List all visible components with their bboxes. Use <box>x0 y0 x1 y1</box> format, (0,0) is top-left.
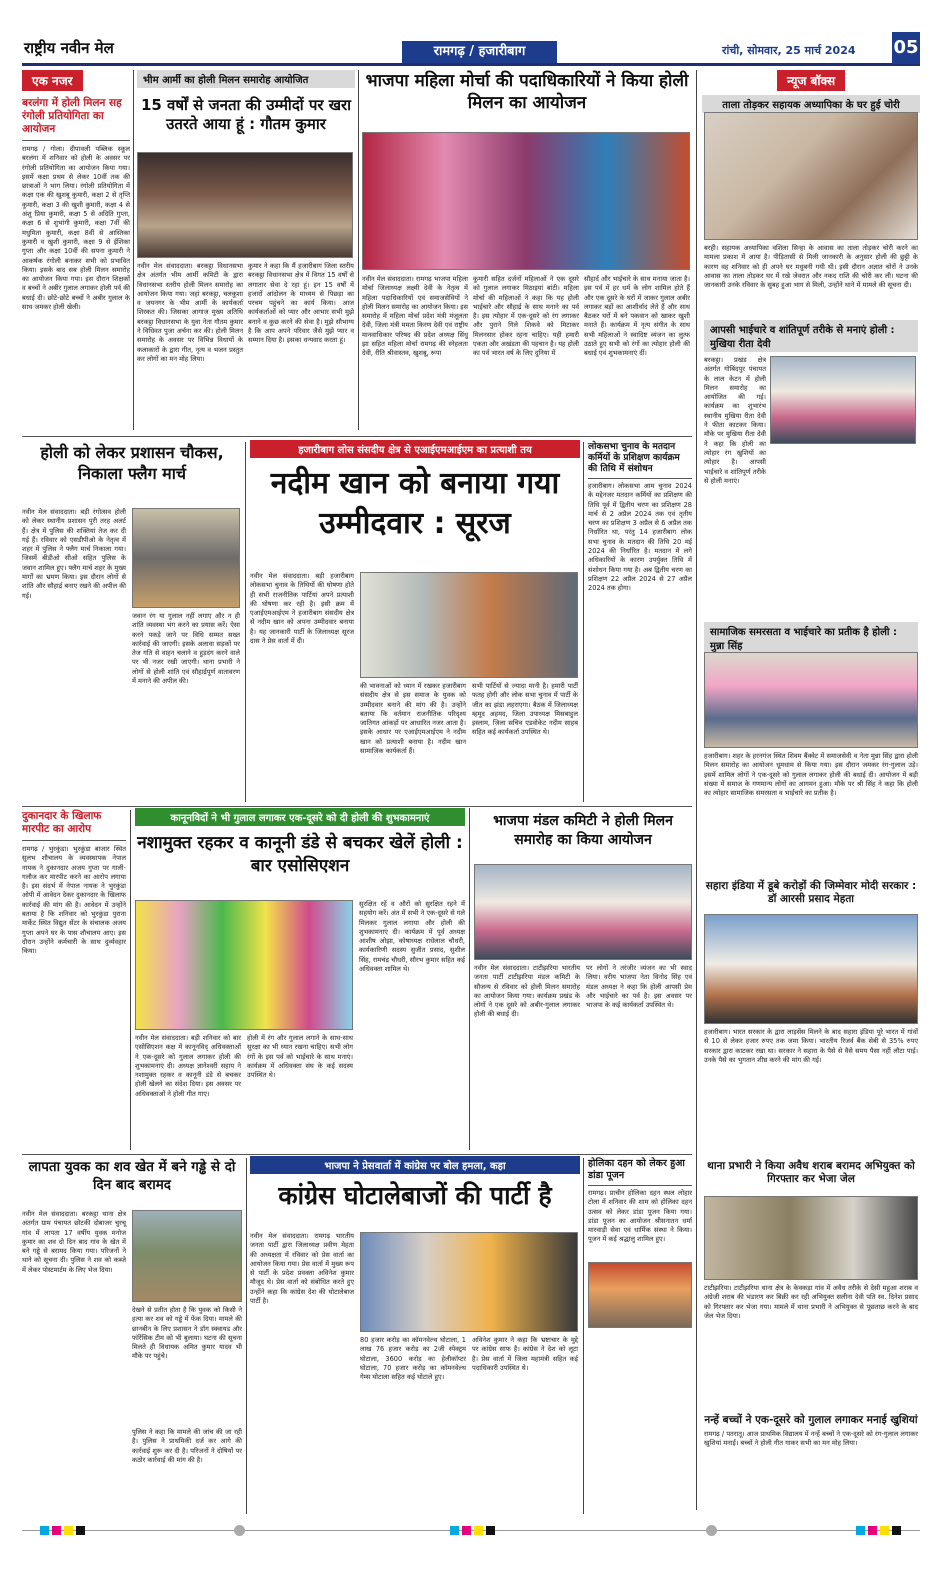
bar-assoc-body-1: नवीन मेल संवाददाता। बड़ी शनिवार को बार एसोसिएशन कक्ष में कानूनविद् अधिवक्ताओं ने एक-दूसरे को गुलाल लगाकर होली की शुभकामनाएं दी। अध्यक्ष ज्ञानेश्वरी सहाय ने नशामुक्त रहकर व कानूनी डंडे से बचकर होली खेलने का संदेश दिया। इस अवसर पर अधिवक्ताओं ने होली गीत गाए। <box>135 1034 241 1098</box>
mahila-col-3 <box>584 275 690 430</box>
gautam-body-1: नवीन मेल संवाददाता। बरकट्ठा विधानसभा क्षेत्र अंतर्गत भीम आर्मी कमिटी के द्वारा विधानसभा स्तरीय होली मिलन समारोह का आयोजन किया गया। जहां बरकट्ठा, चलकुशा व जयनगर के भीम आर्मी के कार्यकर्ता शिरकत की। जिसका आगाज मुख्य अतिथि बरकट्ठा विधानसभा के युवा नेता गौतम कुमार ने विधिवत पुजा अर्चना कर की। होली मिलन समारोह के अवसर पर विभिन्न विधायों के कलाकारों के द्वारा गीत, नृत्य व भजन प्रस्तुत कर लोगों का मन मोह लिया। <box>137 262 243 363</box>
police-story <box>704 1160 918 1190</box>
sahara-body: हजारीबाग। भारत सरकार के द्वारा लाइसेंस मिलने के बाद सहारा इंडिया पूरे भारत में गांवों से 10 से लेकर हजार रुपए तक जमा किया। भारतीय रिजर्व बैंक सेबी से 35% रुपए सरकार द्वारा काटकर रखा था। सरकार ने सहारा के पैसे से वैसे समय पैसा नहीं लौटा पाई। उनके पैसे का भुगतान शीघ्र करने की मांग की गई। <box>704 1028 918 1064</box>
bar-assoc-story <box>135 808 465 898</box>
children-story <box>704 1414 918 1514</box>
sahara-body-wrap <box>704 1028 918 1148</box>
bjp-mandal-body-2: पर लोगों ने तरंजीर व्यंजन का भी स्वाद लिया। वरीय भाजपा नेता विनोद सिंह एवं मंडल अध्यक्ष ने कहा कि होली आपसी प्रेम और भाईचारे का पर्व है। इस अवसर पर भाजपा के कई कार्यकर्ता उपस्थित थे। <box>586 964 692 1010</box>
bar-assoc-col-2 <box>247 1034 353 1150</box>
bjp-mandal-headline: भाजपा मंडल कमिटी ने होली मिलन समारोह का किया आयोजन <box>493 813 673 848</box>
bar-assoc-headline: नशामुक्त रहकर व कानूनी डंडे से बचकर खेलें होली : बार एसोसिएशन <box>137 833 463 876</box>
flag-march-col-2 <box>132 612 240 798</box>
bar-assoc-body-2: होली में रंग और गुलाल लगाने के साथ-साथ सुरक्षा का भी ध्यान रखना चाहिए। सभी लोग रंगों के इस पर्व को भाईचारे के साथ मनाएं। कार्यक्रम में अधिवक्ता संघ के कई सदस्य उपस्थित थे। <box>247 1034 353 1080</box>
dukandar-story <box>22 810 126 1150</box>
nadeem-body-1: नवीन मेल संवाददाता। बड़ी हजारीबाग लोकसभा चुनाव के तिथियों की घोषणा होते ही सभी राजनीतिक पार्टियां अपने प्रत्याशी की घोषणा कर रही है। इसी क्रम में एआईएमआईएम ने हजारीबाग संसदीय क्षेत्र से नदीम खान को अपना उम्मीदवार बनाया है। यह जानकारी पार्टी के जिलाध्यक्ष सूरज दास ने प्रेस वार्ता में दी। <box>250 572 354 646</box>
theft-body-text: बरही। सहायक अध्यापिका वशिला सिन्हा के आवास का ताला तोड़कर चोरी करने का मामला प्रकाश में आया है। पीड़ितासी से मिली जानकारी के अनुसार होली की छुट्टी के कारण वह शनिवार को ही अपने घर मधुबनी गयी थी। इसी दौरान अज्ञात चोरों ने उनके आवास का ताला तोड़कर घर में रखे जेवरात और नकद राशि की चोरी कर ली। घटना की जानकारी उनके रविवार के सुबह हुआ भाग से मिली, उन्होंने थाने में मामले की सूचना दी। <box>704 244 918 290</box>
sahara-headline: सहारा इंडिया में डूबे करोड़ों की जिम्मेवार मोदी सरकार : डॉ आरसी प्रसाद मेहता <box>705 880 917 905</box>
rita-devi-headline: आपसी भाईचारे व शांतिपूर्ण तरीके से मनाएं होली : मुखिया रीता देवी <box>704 320 918 352</box>
yellow-swatch <box>64 1526 73 1535</box>
section-label: रामगढ़ / हजारीबाग <box>402 41 557 63</box>
gautam-body-left <box>137 262 243 430</box>
gautam-headline: 15 वर्षों से जनता की उम्मीदों पर खरा उतरते आया हूं : गौतम कुमार <box>140 96 352 133</box>
mahila-headline: भाजपा महिला मोर्चा की पदाधिकारियों ने किया होली मिलन का आयोजन <box>365 71 689 113</box>
congress-col-3 <box>472 1336 578 1514</box>
lapata-body-2: देखने से प्रतीत होता है कि युवक को किसी ने हत्या कर शव को गड्ढे में फेंक दिया। मामले की छानबीन के लिए प्रशासन ने डॉग स्क्वायड और फॉरेंसिक टीम को भी बुलाया। घटना की सूचना मिलते ही विधायक अमित कुमार यादव भी मौके पर पहुंचे। <box>132 1306 242 1361</box>
magenta-swatch <box>868 1526 877 1535</box>
police-body: टाटीझरिया। टाटीझरिया थाना क्षेत्र के केवकड़ा गांव में अवैध तरीके से देसी महुआ शराब व अंग्रेजी शराब की भंडारण कर बिक्री कर रही अभियुक्त सलीना देवी पति स्व. दिनेश प्रसाद को गिरफ्तार कर भेजा गया। मामले में थाना प्रभारी ने अभियुक्त से पूछताछ करने के बाद जेल भेज दिया। <box>704 1284 918 1320</box>
mahila-story <box>362 70 692 130</box>
cyan-swatch <box>40 1526 49 1535</box>
dukandar-body: रामगढ़ / भुरकुंडा। भुरकुंडा बाजार स्थित सुलभ शौचालय के व्यवस्थापक नेपाल नायक ने दुकानदार अजय गुप्ता पर गाली-गलौज कर मारपीट करने का आरोप लगाया है। इस संदर्भ में नेपाल नायक ने भुरकुंडा ओपी में आवेदन देकर दुकानदार के खिलाफ कार्रवाई की मांग की है। आवेदन में उन्होंने बताया है कि शनिवार को भुरकुंडा पुराना मार्केट स्थित विद्युत सेंटर के संचालक अजय गुप्ता अपने घर के पास शौचालय आए। इस दौरान उन्होंने कर्मचारी के साथ दुर्व्यवहार किया। <box>22 845 126 956</box>
dukandar-headline: दुकानदार के खिलाफ मारपीट का आरोप <box>22 810 102 835</box>
lapata-body-1: नवीन मेल संवाददाता। बरकट्ठा थाना क्षेत्र अंतर्गत ग्राम पंचायत छोटकी दोबाजर चुरचू गांव में लापता 17 वर्षीय युवक मनोज कुमार का शव दो दिन बाद गांव के खेत में बने गड्ढे से बरामद किया गया। परिजनों ने थाने को सूचना दी। पुलिस ने शव को कब्जे में लेकर पोस्टमार्टम के लिए भेज दिया। <box>22 1210 126 1274</box>
magenta-swatch <box>462 1526 471 1535</box>
children-headline: नन्हें बच्चों ने एक-दूसरे को गुलाल लगाकर मनाई खुशियां <box>704 1414 918 1426</box>
flag-march-col-1 <box>22 508 126 798</box>
flag-march-body-1: नवीन मेल संवाददाता। बड़ी रंगोत्सव होली को लेकर स्थानीय प्रशासन पूरी तरह अलर्ट हैं। क्षेत्र में पुलिस की शक्तियां तेज कर दी गई हैं। रविवार को एसडीपीओ के नेतृत्व में शहर में पुलिस ने फ्लैग मार्च निकाला गया। जिसमें बीडीओ सीओ सहित पुलिस के जवान शामिल हुए। फ्लैग मार्च शहर के मुख्य मार्गों का भ्रमण किया। इस दौरान लोगों से शांति और सौहार्द्र बनाए रखने की अपील की गई। <box>22 508 126 600</box>
bjp-mandal-col-2 <box>586 964 692 1150</box>
rita-devi-body: बरकट्ठा। प्रखंड क्षेत्र अंतर्गत गोबिंदपुर पंचायत के लाल केटन में होली मिलन समारोह का आयोजित की गई। कार्यक्रम का शुभारंभ स्थानीय मुखिया रीता देवी ने फीता काटकर किया। मौके पर मुखिया रीता देवी ने कहा कि होली का त्योहार रंग खुशियों का त्योहार है। आपसी भाईचारे व शांतिपूर्ण तरीके से होली मनाएं। <box>704 356 766 485</box>
lapata-photo <box>132 1210 242 1302</box>
loksabha-body: हजारीबाग। लोकसभा आम चुनाव 2024 के मद्देनजर मतदान कर्मियों का प्रशिक्षण की तिथि पूर्व में द्वितीय चरण का प्रशिक्षण 28 मार्च से 2 अप्रैल 2024 तक एवं तृतीय चरण का प्रशिक्षण 3 अप्रैल से 6 अप्रैल तक निर्धारित था, परंतु 14 हजारीबाग लोक सभा चुनाव के मतदान की तिथि 20 मई 2024 की निर्धारित है। मतदान में लगे अधिकारियों के कारण उपर्युक्त तिथि में संशोधन किया गया है। अब द्वितीय चरण का प्रशिक्षण 22 अप्रैल 2024 से 27 अप्रैल 2024 तक होगा। <box>588 482 692 593</box>
congress-col-2 <box>360 1336 466 1514</box>
children-body: रामगढ़ / पतरातू। आज प्राथमिक विद्यालय में नन्हें बच्चों ने एक-दूसरे को रंग-गुलाल लगाकर खुशियां मनाईं। बच्चों ने होली गीत गाकर सभी का मन मोह लिया। <box>704 1430 918 1448</box>
lapata-headline: लापता युवक का शव खेत में बने गड्ढे से दो दिन बाद बरामद <box>28 1159 236 1193</box>
munna-singh-photo <box>704 652 918 748</box>
loksabha-story <box>588 442 692 802</box>
nadeem-col-1 <box>250 572 354 802</box>
gautam-kicker: भीम आर्मी का होली मिलन समारोह आयोजित <box>137 70 355 88</box>
congress-story <box>250 1156 580 1228</box>
theft-headline: ताला तोड़कर सहायक अध्यापिका के घर हुई चोरी <box>702 95 920 113</box>
loksabha-headline: लोकसभा चुनाव के मतदान कर्मियों के प्रशिक्षण कार्यक्रम की तिथि में संशोधन <box>588 442 680 474</box>
flag-march-body-2: जवान रंग या गुलाल नहीं लगाए और न ही शांति व्यवस्था भंग करने का प्रयास करें। ऐसा करने पकड़े जाने पर विधि सम्मत सख्त कार्रवाई की जाएगी। इसके अलावा सड़कों पर तेज गति से वाहन चलाने व हुड़दंग करने वाले पर भी नजर रखी जाएगी। थाना प्रभारी ने लोगों से होली शांति एवं सौहार्द्रपूर्ण वातावरण में मनाने की अपील की। <box>132 612 240 686</box>
dateline: रांची, सोमवार, 25 मार्च 2024 <box>722 44 856 57</box>
sahara-photo <box>704 914 918 1024</box>
nadeem-kicker: हजारीबाग लोस संसदीय क्षेत्र से एआईएमआईएम का प्रत्याशी तय <box>250 440 580 458</box>
holika-story <box>588 1158 692 1514</box>
congress-headline: कांग्रेस घोटालेबाजों की पार्टी है <box>278 1181 552 1210</box>
police-photo <box>704 1196 918 1280</box>
mahila-col-1 <box>362 275 468 430</box>
munna-singh-body: हजारीबाग। शहर के हरनगंज स्थित शिवम बैंक्वेट में समाजसेवी व नेता मुन्ना सिंह द्वारा होली मिलन समारोह का आयोजन धूमधाम से किया गया। इस दौरान जमकर रंग-गुलाल उड़े। इसमें शामिल लोगों ने एक-दूसरे को गुलाल लगाकर होली की बधाई दी। आयोजन में बड़ी संख्या में समाज के गणमान्य लोगों का आगमन हुआ। मौके पर श्री सिंह ने कहा कि होली का त्योहार सामाजिक समरसता व भाईचारे का प्रतीक है। <box>704 752 918 798</box>
nadeem-col-2 <box>360 682 466 802</box>
bjp-mandal-photo <box>474 864 692 960</box>
bar-assoc-col-3 <box>359 900 465 1150</box>
bar-assoc-kicker: कानूनविदों ने भी गुलाल लगाकर एक-दूसरे को दी होली की शुभकामनाएं <box>135 808 465 826</box>
munna-singh-body-wrap <box>704 752 918 892</box>
lapata-col-1 <box>22 1210 126 1515</box>
holika-headline: होलिका दहन को लेकर हुआ डांडा पूजन <box>588 1158 685 1181</box>
police-headline: थाना प्रभारी ने किया अवैध शराब बरामद अभियुक्त को गिरफ्तार कर भेजा जेल <box>707 1160 915 1185</box>
flag-march-headline: होली को लेकर प्रशासन चौकस, निकाला फ्लैग मार्च <box>40 443 224 483</box>
ek-nazar-column <box>22 70 130 430</box>
holika-photo <box>588 1262 692 1328</box>
masthead <box>22 34 920 66</box>
bjp-mandal-col-1 <box>474 964 580 1150</box>
lapata-body-3: पुलिस ने कहा कि मामले की जांच की जा रही है। पुलिस ने प्राथमिकी दर्ज कर आगे की कार्रवाई शुरू कर दी है। परिजनों ने दोषियों पर कठोर कार्रवाई की मांग की है। <box>132 1428 242 1464</box>
nadeem-body-3: सभी पार्टियों से ज्यादा मानी है। हमारी पार्टी फतह होगी और लोक सभा चुनाव में पार्टी के जीत का झंडा लहराएगा। बैठक में जिलाध्यक्ष म्हमूद अहमद, जिला उपाध्यक्ष मिसबाहुल इस्लाम, जिला सचिव एडवोकेट नदीम साहब सहित कई कार्यकर्ता उपस्थित थे। <box>472 682 578 737</box>
cyan-swatch <box>450 1526 459 1535</box>
gautam-body-2: कुमार ने कहा कि मैं हजारीबाग जिला स्तरीय बरकट्ठा विधानसभा क्षेत्र में विगत 15 वर्षों से लगातार सेवा दे रहा हूं। इन 15 वर्षों में हजारों आंदोलन के माध्यम से पिछड़ा का परचम पहुंचने का कार्य किया। आज कार्यकर्ताओं को प्यार और आभार सभी मुझे बनाने व कुछ करने की सेवा है। मुझे सौभाग्य है कि आप अपने परिवार जैसे मुझे प्यार व सम्मान दिया है। इसका धन्यवाद करता हूं। <box>248 262 354 345</box>
magenta-swatch <box>52 1526 61 1535</box>
nadeem-story <box>250 440 580 570</box>
lapata-story <box>22 1158 242 1208</box>
congress-kicker: भाजपा ने प्रेसवार्ता में कांग्रेस पर बोल हमला, कहा <box>250 1156 580 1174</box>
munna-singh-headline: सामाजिक समरसता व भाईचारे का प्रतीक है होली : मुन्ना सिंह <box>704 622 918 654</box>
news-box-tag: न्यूज बॉक्स <box>777 70 845 91</box>
mahila-body-1: नवीन मेल संवाददाता। रामगढ़ भाजपा महिला मोर्चा जिलाध्यक्ष लक्ष्मी देवी के नेतृत्व में महिला पदाधिकारियों एवं समाजसेवियों ने होली मिलन समारोह का आयोजन किया। इस समारोह में महिला मोर्चा प्रदेश मंत्री मंजूलता देवी, जिला मंत्री ममता किरण देवी एवं राष्ट्रीय मानवाधिकार परिषद की प्रदेश अध्यक्ष सिंधु झा सहित महिला मोर्चा रामगढ़ की स्नेहलता देवी, रीति श्रीवास्तव, खुशबू, रूपा <box>362 275 468 358</box>
rita-devi-photo <box>770 356 916 444</box>
rita-devi-body-side <box>704 356 766 485</box>
congress-body-2: 80 हजार करोड़ का कॉमनवेल्थ घोटाला, 1 लाख 76 हजार करोड़ का 2जी स्पेक्ट्रम घोटाला, 3600 करोड़ का हेलीकॉप्टर घोटाला, 70 हजार करोड़ का कॉमनवेल्थ गेम्स घोटाला सहित कई घोटाले हुए। <box>360 1336 466 1382</box>
register-dot <box>706 1525 717 1536</box>
gautam-body-right <box>248 262 354 430</box>
register-dot <box>234 1525 245 1536</box>
ek-nazar-headline: बरलंगा में होली मिलन सह रंगोली प्रतियोगिता का आयोजन <box>22 97 122 135</box>
gautam-photo <box>137 152 353 258</box>
nadeem-col-3 <box>472 682 578 802</box>
theft-body <box>704 244 918 318</box>
mahila-col-2 <box>473 275 579 430</box>
newspaper-name: राष्ट्रीय नवीन मेल <box>24 39 114 57</box>
police-body-wrap <box>704 1284 918 1410</box>
yellow-swatch <box>474 1526 483 1535</box>
holika-body: रामगढ़। प्राचीन होलिका दहन स्थल लोहार टोला में शनिवार की शाम को होलिका दहन उत्सव को लेकर डांडा पूजन किया गया। डांडा पूजन का आयोजन श्रीसनातन धर्मा मारवाड़ी सेवा एवं धार्मिक संस्था ने किया। पूजन में कई श्रद्धालु शामिल हुए। <box>588 1189 692 1244</box>
flag-march-photo <box>132 508 240 608</box>
bar-assoc-photo <box>135 900 353 1030</box>
nadeem-photo <box>360 572 578 678</box>
flag-march-story <box>22 442 242 502</box>
black-swatch <box>486 1526 495 1535</box>
bjp-mandal-body-1: नवीन मेल संवाददाता। टाटीझरिया भारतीय जनता पार्टी टाटीझरिया मंडल कमिटी के सौजन्य से रविवार को होली मिलन समारोह का आयोजन किया गया। कार्यक्रम प्रखंड के लोगों ने एक दूसरे को अबीर-गुलाल लगाकर होली की बधाई दी। <box>474 964 580 1019</box>
cyan-swatch <box>856 1526 865 1535</box>
lapata-col-2 <box>132 1306 242 1426</box>
mahila-photo <box>362 132 690 270</box>
congress-body-3: अविनेश कुमार ने कहा कि भ्रष्टाचार के मुद्दे पर कांग्रेस साफ है। कांग्रेस ने देश को लूटा है। प्रेस वार्ता में जिला महामंत्री सहित कई पदाधिकारी उपस्थित थे। <box>472 1336 578 1372</box>
black-swatch <box>892 1526 901 1535</box>
lapata-col-3 <box>132 1428 242 1516</box>
bjp-mandal-story <box>474 812 692 862</box>
black-swatch <box>76 1526 85 1535</box>
nadeem-headline: नदीम खान को बनाया गया उम्मीदवार : सूरज <box>270 466 560 541</box>
munna-singh-story <box>704 622 918 652</box>
footer-registration-marks <box>22 1522 920 1536</box>
mahila-body-3: सौहार्द और भाईचारे के साथ मनाया जाता है। इस पर्व में हर धर्म के लोग शामिल होते हैं और एक दूसरे के घरों में जाकर गुलाल अबीर लगाकर बड़ों का आशीर्वाद लेते हैं और साथ बैठकर घरों में बने पकवान को खाकर खुशी मनाते हैं। कार्यक्रम में नृत्य संगीत के साथ सभी महिलाओं ने स्वादिष्ट व्यंजन का लुत्फ उठाते हुए सभी को रंगों का त्योहार होली की बधाई एवं शुभकामनाएं दीं। <box>584 275 690 358</box>
sahara-story <box>704 880 918 910</box>
ek-nazar-body: रामगढ़ / गोला। दीपावली पब्लिक स्कूल बरलंगा में शनिवार को होली के अवसर पर रंगोली प्रतियोगिता का आयोजन किया गया। इसमें कक्षा प्रथम से लेकर 10वीं तक की छात्राओं ने भाग लिया। रंगोली प्रतियोगिता में कक्षा एक की खुशबू कुमारी, कक्षा 2 से तृप्ति कुमारी, कक्षा 3 की खुशी कुमारी, कक्षा 4 से अंशु प्रिया कुमारी, कक्षा 5 से अदिति गुप्ता, कक्षा 6 से शुभांगी कुमारी, कक्षा 7वीं की मधुमिता कुमारी, कक्षा 8वीं से आस्तिका कुमारी व खुशी कुमारी, कक्षा 9 से ईशिका गुप्ता और कक्षा 10वीं की सपना कुमारी ने आकर्षक रंगोली बनाकर सभी को प्रभावित किया। इसके बाद सब होली मिलन समारोह का आयोजन किया गया। इस दौरान शिक्षकों व बच्चों ने अबीर गुलाल लगाकर होली पर्व की बधाई दी। छोटे-छोटे बच्चों ने अबीर गुलाल के साथ जमकर होली खेली। <box>22 145 130 312</box>
bar-assoc-col-1 <box>135 1034 241 1150</box>
ek-nazar-tag: एक नजर <box>22 70 83 91</box>
mahila-body-2: कुमारी सहित दर्जनों महिलाओं ने एक दूसरे को गुलाल लगाकर मिठाइयां बांटी। महिला मोर्चा की महिलाओं ने कहा कि यह होली भाईचारे और सौहार्द्र के साथ मनाने का पर्व है। इस त्योहार में एक-दूसरे को रंग लगाकर और पुराने गिले शिकवे को मिटाकर मिलनसार होकर रहना चाहिए। यही हमारी एकता और अखंडता की पहचान है। यह होली का पर्व भारत वर्ष के लिए दुनिया में <box>473 275 580 358</box>
congress-col-1 <box>250 1232 354 1514</box>
congress-body-1: नवीन मेल संवाददाता। रामगढ़ भारतीय जनता पार्टी द्वारा जिलाध्यक्ष प्रवीण मेहता की अध्यक्षता में रविवार को प्रेस वार्ता का आयोजन किया गया। प्रेस वार्ता में मुख्य रूप से पार्टी के प्रदेश प्रवक्ता अविनेश कुमार मौजूद थे। प्रेस वार्ता को संबोधित करते हुए उन्होंने कहा कि कांग्रेस देश की घोटालेबाज पार्टी है। <box>250 1232 354 1306</box>
theft-photo <box>704 112 918 240</box>
nadeem-body-2: की भावनाओं को ध्यान में रखकर हजारीबाग संसदीय क्षेत्र से इस समाज के युवक को उम्मीदवार बनाने की मांग की है। उन्होंने बताया कि वर्तमान राजनीतिक परिदृश्य जातिगत आंकड़ों पर आधारित नजर आता है। इसके आधार पर एआईएमआईएम ने नदीम खान को प्रत्याशी बनाया है। नदीम खान सामाजिक कार्यकर्ता हैं। <box>360 682 466 756</box>
bar-assoc-body-3: सुरक्षित रहें व औरों को सुरक्षित रहने में सहयोग करें। अंत में सभी ने एक-दूसरे से गले मिलकर गुलाल लगाया और होली की शुभकामनाएं दी। कार्यक्रम में पूर्व अध्यक्ष आशीष ओझा, कोषाध्यक्ष राधेलाल चौधरी, कार्यकारिणी सदस्य सुजीत प्रसाद, सुशील सिंह, रामचंद्र चौधरी, सौरभ कुमार सहित कई अधिवक्ता शामिल थे। <box>359 900 465 974</box>
yellow-swatch <box>880 1526 889 1535</box>
congress-photo <box>360 1232 578 1332</box>
page-number: 05 <box>892 32 920 64</box>
